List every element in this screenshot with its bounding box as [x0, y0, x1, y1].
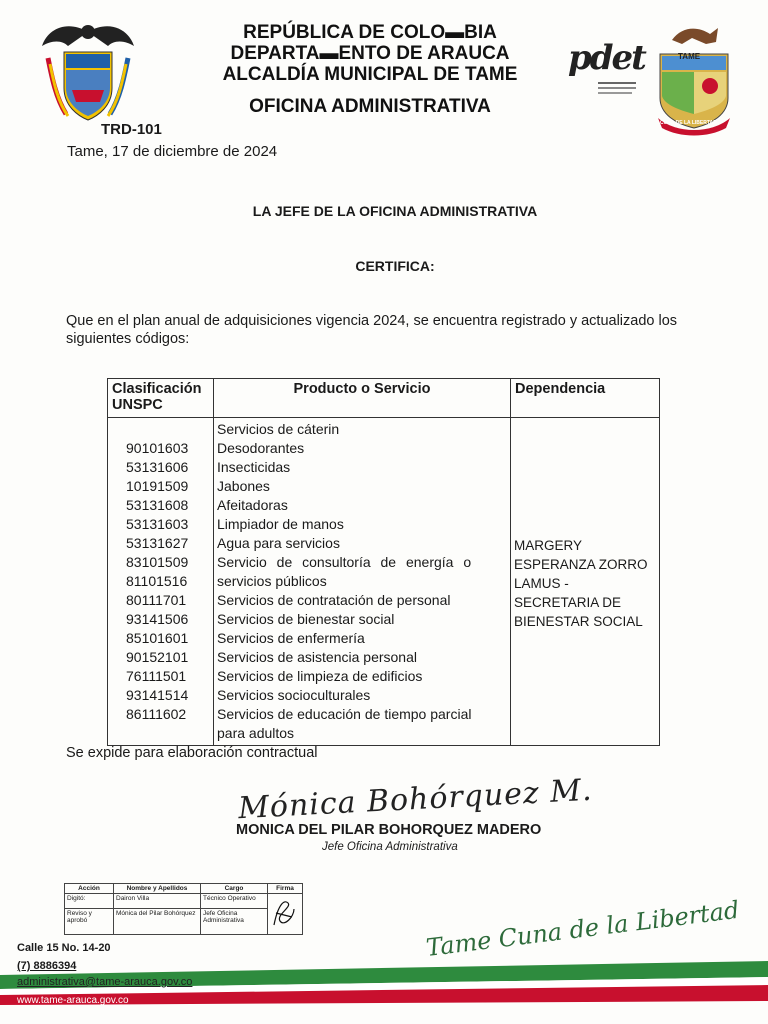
dependencia-line: ESPERANZA ZORRO	[514, 557, 648, 572]
codes-table	[107, 378, 660, 746]
unspc-code: 90152101	[126, 649, 189, 665]
header-department: DEPARTA▬ENTO DE ARAUCA	[230, 43, 510, 64]
dependencia-line: MARGERY	[514, 538, 583, 553]
trd-code: TRD-101	[101, 121, 162, 138]
pdet-logo-text: pdet	[568, 38, 645, 78]
unspc-code: 93141506	[126, 611, 189, 627]
header-municipality: ALCALDÍA MUNICIPAL DE TAME	[222, 64, 518, 85]
product-item: Servicios de asistencia personal	[217, 649, 417, 665]
unspc-code: 85101601	[126, 630, 189, 646]
certifica-heading: CERTIFICA:	[355, 258, 435, 274]
column-header-dependencia: Dependencia	[511, 379, 660, 418]
audit-cell: Mónica del Pilar Bohórquez	[114, 909, 201, 935]
signer-name: MONICA DEL PILAR BOHORQUEZ MADERO	[236, 822, 542, 838]
unspc-code: 53131606	[126, 459, 189, 475]
audit-cell: Dairon Villa	[114, 894, 201, 909]
product-item: Servicios de contratación de personal	[217, 592, 451, 608]
unspc-code: 90101603	[126, 440, 189, 456]
tame-shield-logo	[652, 18, 736, 136]
audit-header-cargo: Cargo	[201, 884, 268, 894]
product-item: servicios públicos	[217, 573, 327, 589]
product-item: Afeitadoras	[217, 497, 288, 513]
unspc-code: 81101516	[126, 573, 188, 589]
unspc-code: 10191509	[126, 478, 189, 494]
audit-cell: Reviso y aprobó	[65, 909, 114, 935]
product-list-cell	[214, 418, 511, 746]
dependencia-line: LAMUS -	[514, 576, 569, 591]
column-header-product: Producto o Servicio	[214, 379, 511, 418]
audit-header-nombre: Nombre y Apellidos	[114, 884, 201, 894]
audit-header-firma: Firma	[268, 884, 303, 894]
footer-address: Calle 15 No. 14-20	[17, 942, 111, 954]
footer-phone: (7) 8886394	[17, 960, 77, 972]
approval-table	[64, 883, 303, 935]
product-item: Servicios de enfermería	[217, 630, 365, 646]
footer-slogan: Tame Cuna de la Libertad	[424, 895, 741, 962]
unspc-code	[126, 420, 213, 439]
unspc-code: 53131627	[126, 535, 189, 551]
audit-cell: Técnico Operativo	[201, 894, 268, 909]
unspc-code: 76111501	[126, 668, 187, 684]
product-item: Limpiador de manos	[217, 516, 344, 532]
unspc-code: 53131603	[126, 516, 189, 532]
initials-signature-icon	[270, 895, 298, 931]
signer-role: Jefe Oficina Administrativa	[322, 841, 458, 853]
product-item: Servicios de limpieza de edificios	[217, 668, 423, 684]
dependencia-line: BIENESTAR SOCIAL	[514, 614, 643, 629]
handwritten-signature: Mónica Bohórquez M.	[237, 772, 594, 827]
unspc-code: 93141514	[126, 687, 189, 703]
intro-paragraph: Que en el plan anual de adquisiciones vigencia 2024, se encuentra registrado y actualizado los siguientes códigos:	[66, 313, 678, 347]
unspc-codes-cell	[108, 418, 214, 746]
product-item: Servicios de educación de tiempo parcial	[217, 706, 472, 722]
header-republic: REPÚBLICA DE COLO▬BIA	[243, 22, 497, 43]
product-item: Servicio de consultoría de energía o	[217, 554, 472, 570]
document-heading: LA JEFE DE LA OFICINA ADMINISTRATIVA	[252, 203, 538, 219]
audit-signature-cell	[268, 894, 303, 935]
tame-logo-ribbon: CUNA DE LA LIBERTAD	[660, 120, 717, 126]
unspc-code: 83101509	[126, 554, 189, 570]
coat-of-arms-logo	[38, 18, 138, 128]
product-item: Jabones	[217, 478, 270, 494]
closing-line: Se expide para elaboración contractual	[66, 745, 318, 761]
pdet-logo	[568, 38, 645, 108]
product-item: Desodorantes	[217, 440, 305, 456]
unspc-code: 80111701	[126, 592, 187, 608]
product-item: Agua para servicios	[217, 535, 340, 551]
product-item: Servicios socioculturales	[217, 687, 371, 703]
product-item: Servicios de bienestar social	[217, 611, 395, 627]
footer-website-link[interactable]: www.tame-arauca.gov.co	[17, 995, 129, 1006]
product-item: Insecticidas	[217, 459, 291, 475]
audit-cell: Jefe Oficina Administrativa	[201, 909, 268, 935]
document-date: Tame, 17 de diciembre de 2024	[67, 143, 278, 160]
product-item: Servicios de cáterin	[217, 421, 340, 437]
dependencia-line: SECRETARIA DE	[514, 595, 622, 610]
unspc-code: 53131608	[126, 497, 189, 513]
product-item: para adultos	[217, 725, 295, 741]
column-header-unspc: Clasificación UNSPC	[108, 379, 214, 418]
footer-email-link[interactable]: administrativa@tame-arauca.gov.co	[17, 976, 193, 988]
audit-cell: Digitó:	[65, 894, 114, 909]
header-office: OFICINA ADMINISTRATIVA	[249, 96, 491, 117]
tame-logo-label: TAME	[678, 52, 701, 61]
unspc-code: 86111602	[126, 706, 187, 722]
dependencia-cell	[511, 418, 660, 746]
audit-header-accion: Acción	[65, 884, 114, 894]
